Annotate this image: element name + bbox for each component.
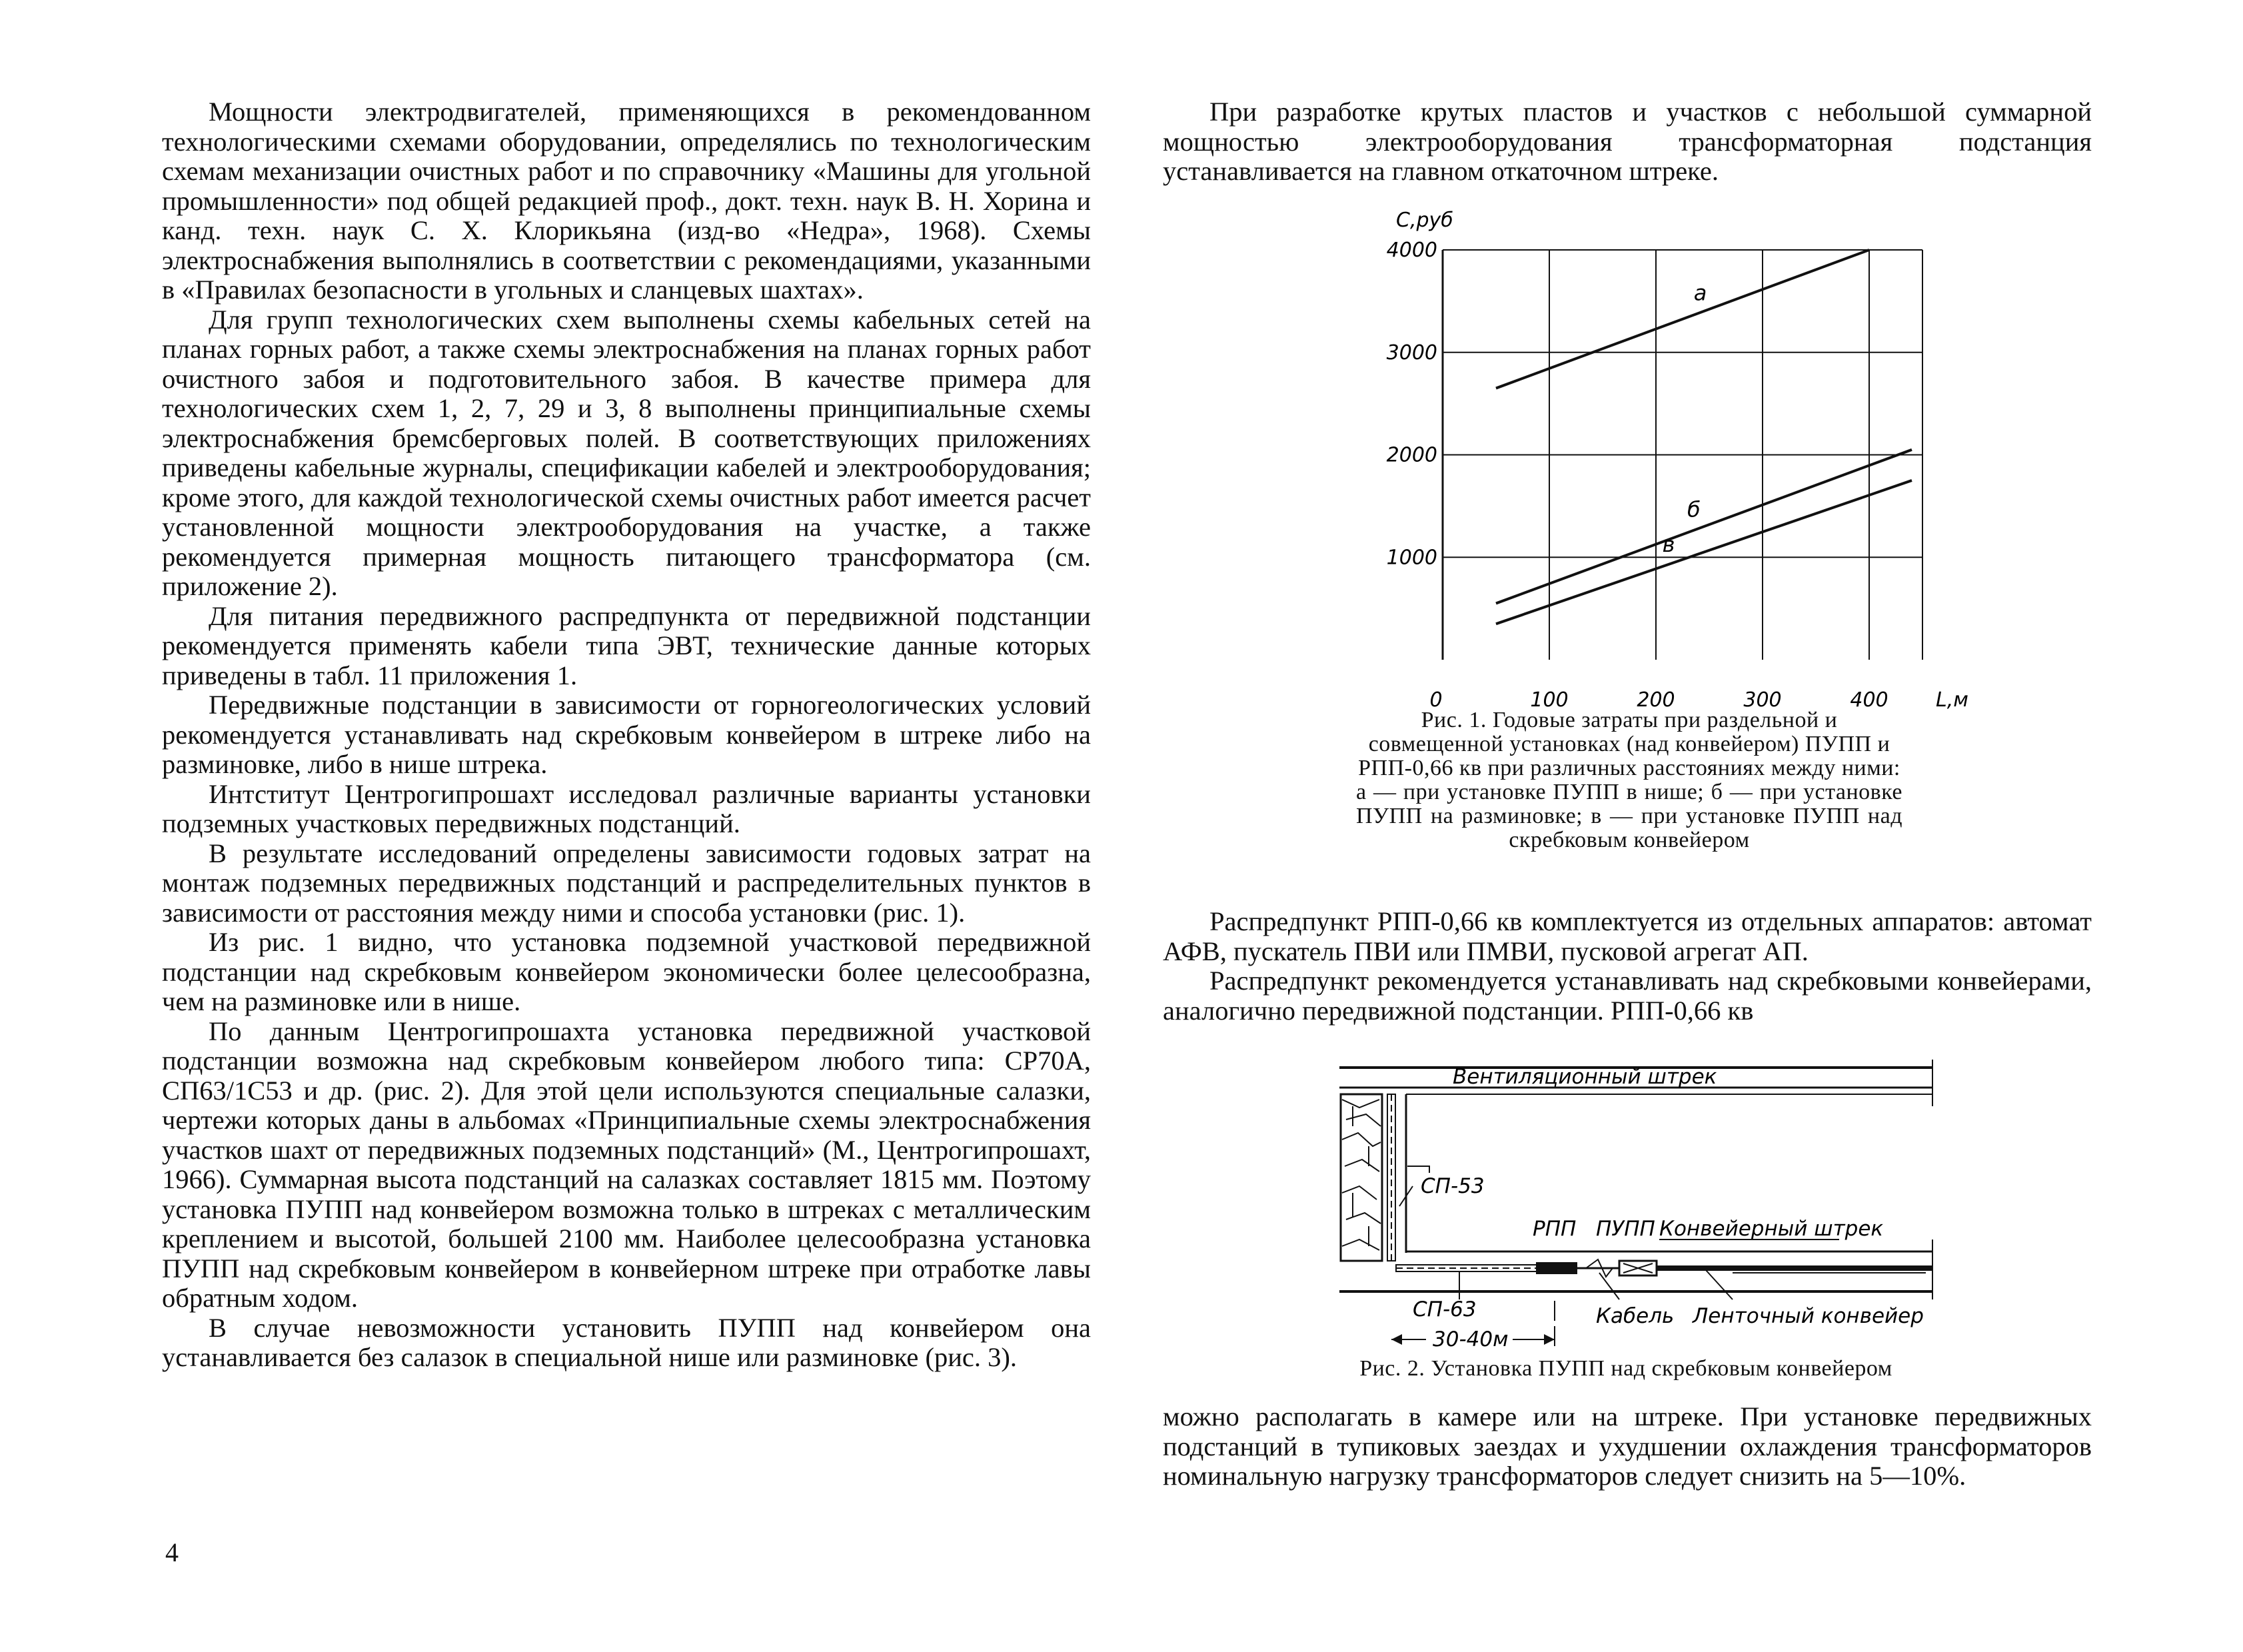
right-column-bottom — [1163, 1402, 2092, 1491]
y-axis-label: С,руб — [1396, 209, 1453, 232]
y-tick-label: 4000 — [1386, 239, 1437, 262]
paragraph: Мощности электродвигателей, применяющихся в рекомендованном технологическими схемами оборудовании, определялись по технологическим схемам механизации очистных работ и по справочнику «Машины для угольной промышленности» под общей редакцией проф., докт. техн. наук В. Н. Хорина и канд. техн. наук С. Х. Клорикьяна (изд-во «Недра», 1968). Схемы электроснабжения выполнялись в соответствии с рекомендациями, указанными в «Правилах безопасности в угольных и сланцевых шахтах». — [162, 97, 1091, 305]
figure-1-caption-legend: а — при установке ПУПП в нише; б — при установке ПУПП на разминовке; в — при установке ПУПП над скребковым конвейером — [1356, 780, 1902, 852]
series-label-в: в — [1662, 532, 1675, 558]
label-sp63: СП-63 — [1413, 1297, 1477, 1321]
y-tick-label: 3000 — [1386, 341, 1437, 365]
label-pupp: ПУПП — [1596, 1217, 1655, 1241]
series-line-в — [1496, 480, 1912, 624]
series-label-б: б — [1687, 496, 1701, 522]
label-sp53: СП-53 — [1421, 1174, 1485, 1198]
paragraph: В случае невозможности установить ПУПП над конвейером она устанавливается без салазок в специальной нише или разминовке (рис. 3). — [162, 1312, 1091, 1372]
paragraph: При разработке крутых пластов и участков с небольшой суммарной мощностью электрооборудования трансформаторная подстанция устанавливается на главном откаточном штреке. — [1163, 97, 2092, 186]
label-belt-conveyor: Ленточный конвейер — [1693, 1304, 1924, 1328]
figure-2 — [1333, 1060, 1959, 1353]
series-line-а — [1496, 250, 1869, 389]
x-tick-label: 200 — [1637, 688, 1675, 712]
x-tick-label: 0 — [1429, 688, 1443, 712]
paragraph: В результате исследований определены зависимости годовых затрат на монтаж подземных передвижных подстанций и распределительных пунктов в зависимости от расстояния между ними и способа установки (рис. 1). — [162, 838, 1091, 928]
y-tick-label: 2000 — [1386, 443, 1437, 467]
leader — [1599, 1273, 1619, 1299]
paragraph: Для групп технологических схем выполнены схемы кабельных сетей на планах горных работ, а также схемы электроснабжения на планах горных работ очистного забоя и подготовительного забоя. В качестве примера для технологических схем 1, 2, 7, 29 и 3, 8 выполнены принципиальные схемы электроснабжения бремсберговых полей. В соответствующих приложениях приведены кабельные журналы, спецификации кабелей и электрооборудования; кроме этого, для каждой технологической схемы очистных работ имеется расчет установленной мощности электрооборудования на участке, а также рекомендуется примерная мощность питающего трансформатора (см. приложение 2). — [162, 304, 1091, 601]
figure-2-caption: Рис. 2. Установка ПУПП над скребковым конвейером — [1359, 1356, 1892, 1381]
right-column-middle — [1163, 907, 2092, 1026]
paragraph: Распредпункт РПП-0,66 кв комплектуется из отдельных аппаратов: автомат АФВ, пускатель ПВИ или ПМВИ, пусковой агрегат АП. — [1163, 906, 2092, 966]
paragraph: можно располагать в камере или на штреке. При установке передвижных подстанций в тупиковых заездах и ухудшении охлаждения трансформаторов номинальную нагрузку трансформаторов следует снизить на 5—10%. — [1163, 1401, 2092, 1491]
paragraph: Распредпункт рекомендуется устанавливать над скребковыми конвейерами, аналогично передвижной подстанции. РПП-0,66 кв — [1163, 966, 2092, 1026]
x-axis-label: L,м — [1936, 688, 1968, 712]
x-tick-label: 100 — [1530, 688, 1569, 712]
rpp-box — [1536, 1262, 1577, 1274]
paragraph: Интститут Центрогипрошахт исследовал различные варианты установки подземных участковых передвижных подстанций. — [162, 778, 1091, 838]
x-tick-label: 400 — [1850, 688, 1888, 712]
bracket — [1407, 1166, 1429, 1173]
series-label-а: а — [1693, 280, 1707, 306]
left-column — [162, 97, 1091, 1373]
series-line-б — [1496, 450, 1912, 604]
page-number: 4 — [165, 1537, 179, 1567]
pupp-installation-diagram — [1333, 1060, 1959, 1353]
figure-1-caption-title: Рис. 1. Годовые затраты при раздельной и совмещенной установках (над конвейером) ПУПП и РПП-0,66 кв при различных расстояниях между ними: — [1358, 708, 1900, 780]
label-vent-drift: Вентиляционный штрек — [1453, 1065, 1717, 1089]
leader — [1706, 1270, 1733, 1299]
paragraph: Для питания передвижного распредпункта от передвижной подстанции рекомендуется применять кабели типа ЭВТ, технические данные которых приведены в табл. 11 приложения 1. — [162, 600, 1091, 690]
label-conveyor-drift: Конвейерный штрек — [1659, 1217, 1884, 1241]
arrow-right-icon — [1544, 1334, 1555, 1345]
paragraph: По данным Центрогипрошахта установка передвижной участковой подстанции возможна над скребковым конвейером любого типа: СР70А, СП63/1С53 и др. (рис. 2). Для этой цели используются специальные салазки, чертежи которых даны в альбомах «Принципиальные схемы электроснабжения участков шахт от передвижных подземных подстанций» (М., Центрогипрошахт, 1966). Суммарная высота подстанций на салазках составляет 1815 мм. Поэтому установка ПУПП над конвейером возможна только в штреках с металлическим креплением и высотой, большей 2100 мм. Наиболее целесообразна установка ПУПП над скребковым конвейером в конвейерном штреке при отработке лавы обратным ходом. — [162, 1016, 1091, 1313]
paragraph: Передвижные подстанции в зависимости от горногеологических условий рекомендуется устанавливать над скребковым конвейером в штреке либо на разминовке, либо в нише штрека. — [162, 690, 1091, 779]
figure-1 — [1359, 200, 1968, 712]
label-rpp: РПП — [1533, 1217, 1577, 1241]
paragraph: Из рис. 1 видно, что установка подземной участковой передвижной подстанции над скребковым конвейером экономически более целесообразна, чем на разминовке или в нише. — [162, 927, 1091, 1016]
y-tick-label: 1000 — [1386, 546, 1437, 570]
right-column-top — [1163, 97, 2092, 187]
figure-1-caption — [1356, 708, 1902, 852]
arrow-left-icon — [1391, 1334, 1402, 1345]
cost-chart — [1359, 200, 1968, 712]
x-tick-label: 300 — [1743, 688, 1782, 712]
label-cable: Кабель — [1596, 1304, 1675, 1328]
label-distance: 30-40м — [1433, 1327, 1509, 1351]
